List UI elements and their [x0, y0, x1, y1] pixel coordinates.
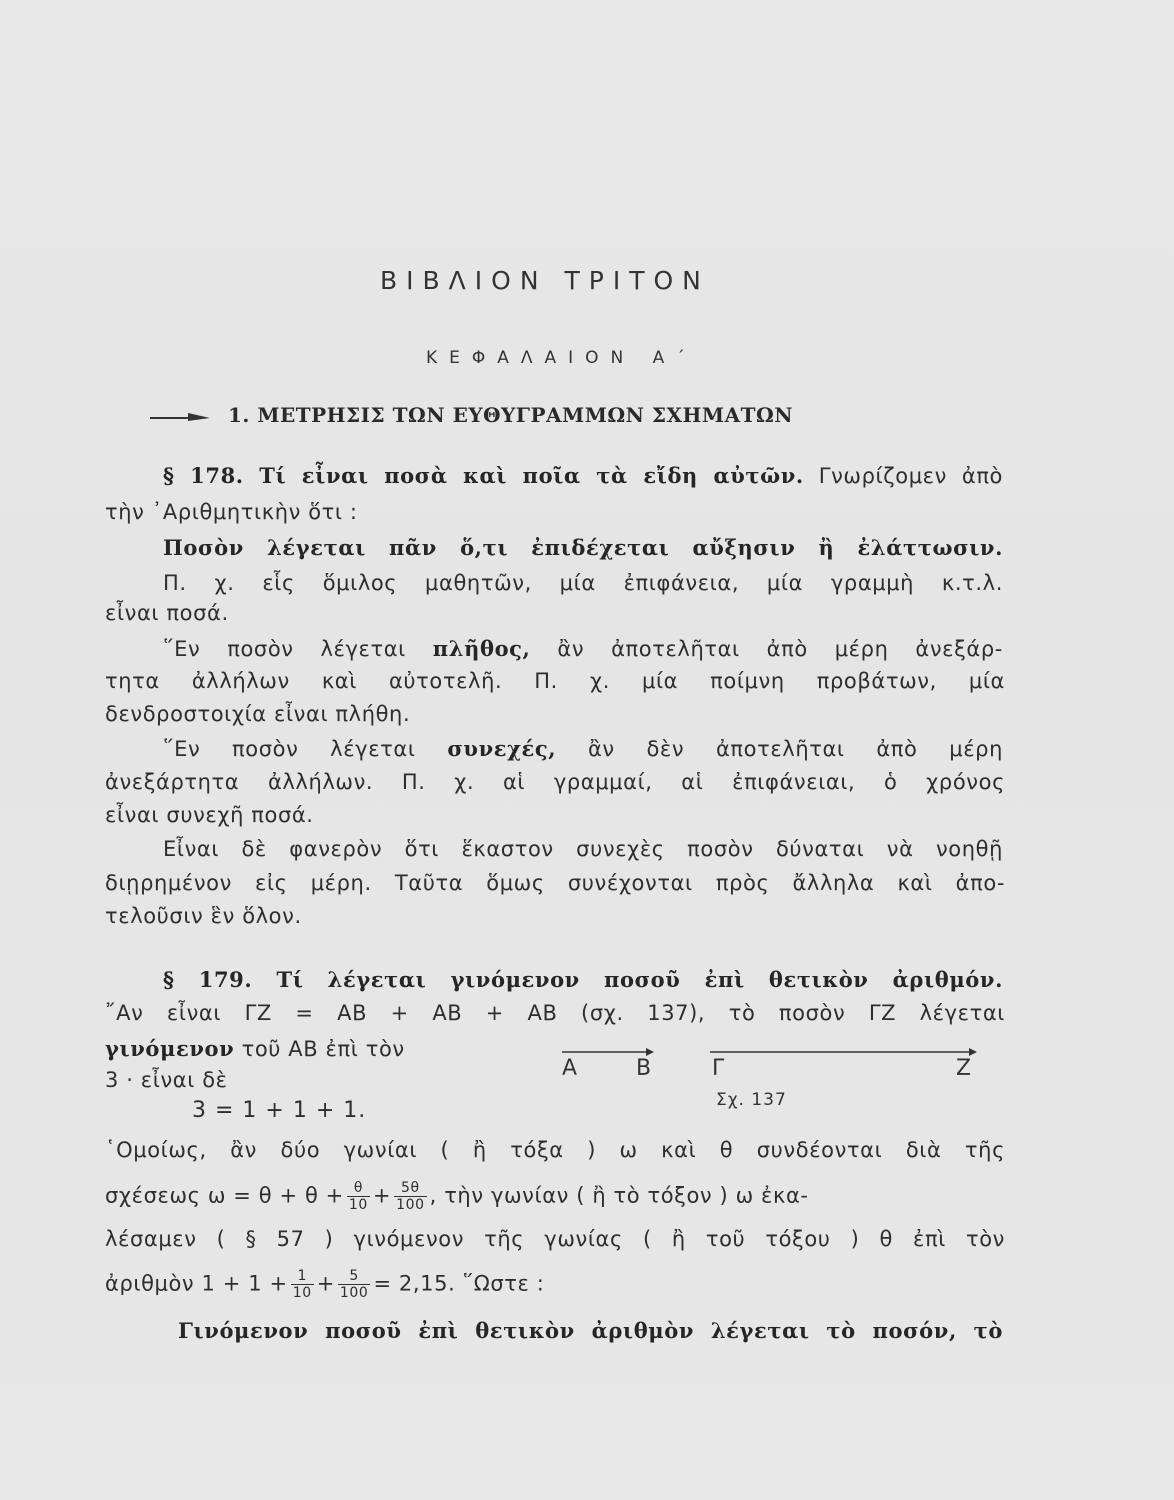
frac-den: 100	[396, 1197, 425, 1213]
figure-caption: Σχ. 137	[716, 1090, 787, 1110]
point-g-label: Γ	[712, 1056, 725, 1081]
p178-plithos-line2: τητα ἀλλήλων καὶ αὐτοτελῆ. Π. χ. μία ποίμνη προβάτων, μία	[105, 669, 1005, 693]
fraction-5-100	[338, 1268, 371, 1301]
syneches-text-a: ῞Εν ποσὸν λέγεται	[163, 737, 416, 761]
equation-3: 3 = 1 + 1 + 1.	[192, 1098, 367, 1123]
book-title: ΒΙΒΛΙΟΝ ΤΡΙΤΟΝ	[380, 266, 710, 295]
p178-plithos-line3: δενδροστοιχία εἶναι πλήθη.	[105, 702, 411, 726]
line7-text-a: ἀριθμὸν 1 + 1 +	[105, 1271, 288, 1296]
frac-num: θ	[347, 1180, 370, 1197]
frac-den: 10	[292, 1285, 312, 1301]
p179-definition: Γινόμενον ποσοῦ ἐπὶ θετικὸν ἀριθμὸν λέγεται τὸ ποσόν, τὸ	[178, 1318, 1003, 1343]
p179-line5: σχέσεως ω = θ + θ + $\frac{\theta}{10}$ + $\frac{5\theta}{100}$ , τὴν γωνίαν ( ἢ τὸ τόξον ) ω ἐκα-	[105, 1180, 809, 1213]
p178-syneches-line1	[163, 736, 1003, 761]
p178-plithos-line1	[163, 636, 1003, 661]
p178-line2: τὴν ᾿Αριθμητικὴν ὅτι :	[105, 500, 358, 524]
point-a-label: Α	[562, 1056, 578, 1081]
p178-final-line3: τελοῦσιν ἓν ὅλον.	[105, 904, 302, 928]
frac-num: 5θ	[394, 1180, 427, 1197]
frac-den: 10	[348, 1197, 368, 1213]
line5-text-a: σχέσεως ω = θ + θ +	[105, 1183, 344, 1208]
figure-137-lines	[550, 1040, 990, 1070]
line7-text-b: = 2,15. ῞Ωστε :	[373, 1271, 545, 1296]
p178-syneches-line3: εἶναι συνεχῆ ποσά.	[105, 803, 314, 827]
p178-definition: Ποσὸν λέγεται πᾶν ὅ,τι ἐπιδέχεται αὔξησιν ἢ ἐλάττωσιν.	[163, 535, 1003, 560]
line5-text-b: , τὴν γωνίαν ( ἢ τὸ τόξον ) ω ἐκα-	[429, 1183, 809, 1208]
fraction-1-10	[291, 1268, 314, 1301]
p178-example-2: εἶναι ποσά.	[105, 601, 229, 625]
point-b-label: Β	[636, 1056, 652, 1081]
p179-line4: ῾Ομοίως, ἂν δύο γωνίαι ( ἢ τόξα ) ω καὶ θ συνδέονται διὰ τῆς	[105, 1138, 1005, 1162]
fraction-5theta-100	[394, 1180, 427, 1213]
plithos-term: πλῆθος,	[432, 636, 531, 661]
p178-heading-tail: Γνωρίζομεν ἀπὸ	[818, 464, 1004, 488]
plithos-text-c: ἂν ἀποτελῆται ἀπὸ μέρη ἀνεξάρ-	[557, 637, 1003, 661]
plithos-text-a: ῞Εν ποσὸν λέγεται	[163, 637, 406, 661]
figure-137	[550, 1040, 990, 1120]
frac-num: 1	[291, 1268, 314, 1285]
syneches-term: συνεχές,	[447, 736, 557, 761]
p179-line2-rest: τοῦ ΑΒ ἐπὶ τὸν	[241, 1037, 405, 1061]
arrow-icon	[148, 411, 212, 423]
p178-heading-line	[163, 463, 1003, 488]
chapter-title: ΚΕΦΑΛΑΙΟΝ Α΄	[426, 348, 697, 368]
p179-line6: λέσαμεν ( § 57 ) γινόμενον τῆς γωνίας ( ἢ τοῦ τόξου ) θ ἐπὶ τὸν	[105, 1227, 1005, 1251]
gimomenon-term: γινόμενον	[105, 1036, 235, 1061]
p178-final-line1: Εἶναι δὲ φανερὸν ὅτι ἕκαστον συνεχὲς ποσὸν δύναται νὰ νοηθῇ	[163, 837, 1003, 861]
p178-heading: § 178. Τί εἶναι ποσὰ καὶ ποῖα τὰ εἴδη αὐτῶν.	[163, 463, 804, 488]
p179-line3: 3 · εἶναι δὲ	[105, 1068, 228, 1092]
fraction-theta-10	[347, 1180, 370, 1213]
p179-line7: ἀριθμὸν 1 + 1 + $\frac{1}{10}$ + $\frac{5}{100}$ = 2,15. ῞Ωστε :	[105, 1268, 545, 1301]
p178-final-line2: διῃρημένον εἰς μέρη. Ταῦτα ὅμως συνέχονται πρὸς ἄλληλα καὶ ἀπο-	[105, 871, 1005, 895]
section-heading: 1. ΜΕΤΡΗΣΙΣ ΤΩΝ ΕΥΘΥΓΡΑΜΜΩΝ ΣΧΗΜΑΤΩΝ	[228, 403, 794, 427]
p178-example-1: Π. χ. εἷς ὅμιλος μαθητῶν, μία ἐπιφάνεια, μία γραμμὴ κ.τ.λ.	[163, 571, 1003, 595]
p179-heading: § 179. Τί λέγεται γινόμενον ποσοῦ ἐπὶ θετικὸν ἀριθμόν.	[163, 967, 1003, 992]
p179-line1: ῎Αν εἶναι ΓΖ = ΑΒ + ΑΒ + ΑΒ (σχ. 137), τὸ ποσὸν ΓΖ λέγεται	[105, 1001, 1005, 1025]
section-heading-row	[148, 403, 793, 427]
point-z-label: Ζ	[956, 1056, 972, 1081]
syneches-text-c: ἂν δὲν ἀποτελῆται ἀπὸ μέρη	[587, 737, 1004, 761]
p178-syneches-line2: ἀνεξάρτητα ἀλλήλων. Π. χ. αἱ γραμμαί, αἱ ἐπιφάνειαι, ὁ χρόνος	[105, 770, 1005, 794]
frac-num: 5	[338, 1268, 371, 1285]
frac-den: 100	[339, 1285, 369, 1301]
